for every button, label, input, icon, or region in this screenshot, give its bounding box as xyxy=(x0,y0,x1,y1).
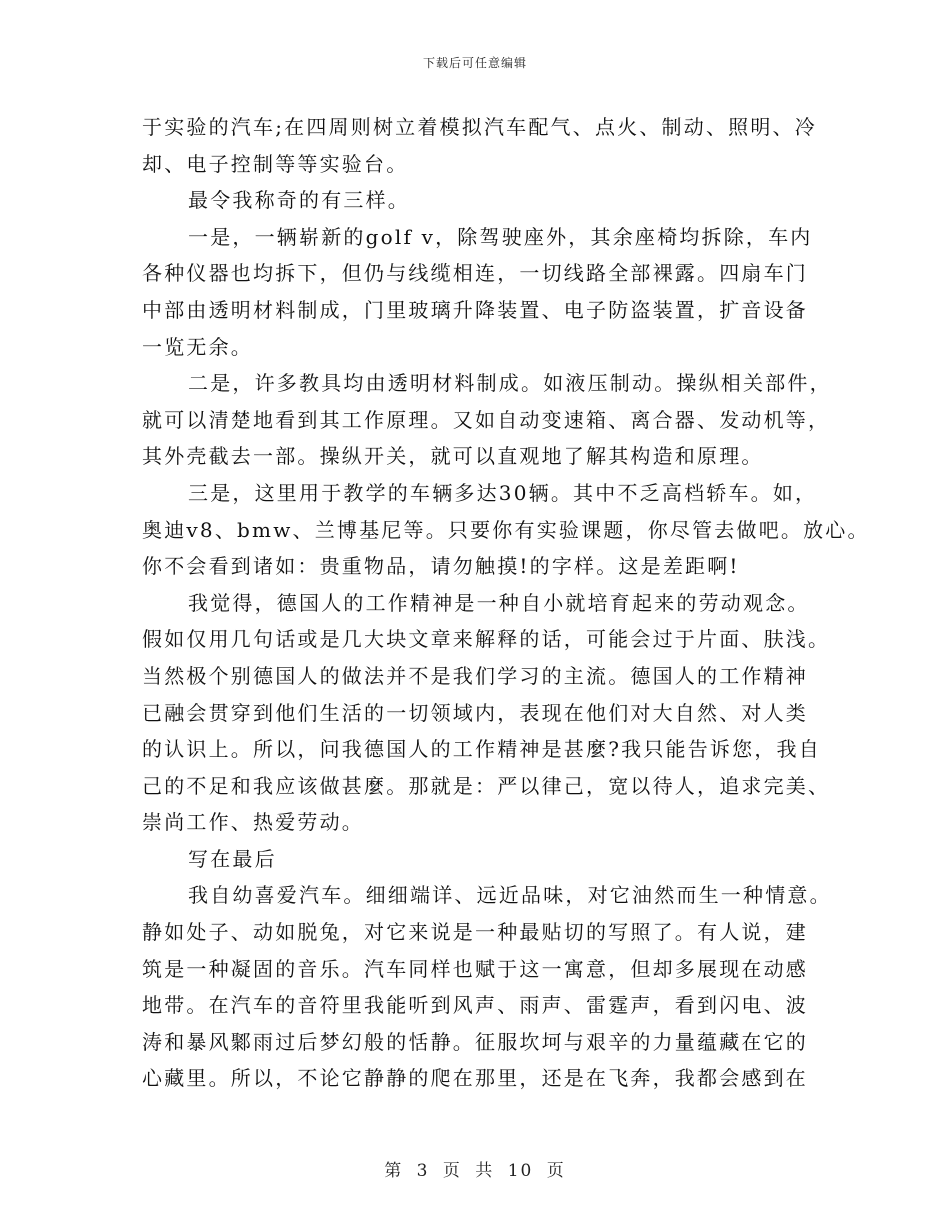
text-line: 奥迪v8、bmw、兰博基尼等。只要你有实验课题，你尽管去做吧。放心。 xyxy=(142,517,870,542)
text-line: 就可以清楚地看到其工作原理。又如自动变速箱、离合器、发动机等， xyxy=(142,407,831,432)
text-line: 于实验的汽车;在四周则树立着模拟汽车配气、点火、制动、照明、冷 xyxy=(142,115,817,139)
text-line: 假如仅用几句话或是几大块文章来解释的话，可能会过于片面、肤浅。 xyxy=(142,627,831,652)
paragraph-line: 最令我称奇的有三样。 xyxy=(188,188,410,213)
document-body xyxy=(142,109,870,1097)
page-number-footer: 第 3 页 共 10 页 xyxy=(384,1161,566,1181)
text-line: 己的不足和我应该做甚麼。那就是：严以律己，宽以待人，追求完美、 xyxy=(142,773,831,798)
paragraph-line: 我自幼喜爱汽车。细细端详、远近品味，对它油然而生一种情意。 xyxy=(188,883,832,908)
section-heading: 写在最后 xyxy=(188,846,277,871)
paragraph-line: 我觉得，德国人的工作精神是一种自小就培育起来的劳动观念。 xyxy=(188,590,810,615)
text-line: 各种仪器也均拆下，但仍与线缆相连，一切线路全部裸露。四扇车门 xyxy=(142,261,808,286)
text-line: 其外壳截去一部。操纵开关，就可以直观地了解其构造和原理。 xyxy=(142,444,764,469)
text-line: 筑是一种凝固的音乐。汽车同样也赋于这一寓意，但却多展现在动感 xyxy=(142,956,808,981)
page-header: 下载后可任意编辑 xyxy=(422,56,527,70)
text-line: 你不会看到诸如：贵重物品，请勿触摸!的字样。这是差距啊! xyxy=(142,554,740,579)
text-line: 却、电子控制等等实验台。 xyxy=(142,151,409,176)
text-line: 当然极个别德国人的做法并不是我们学习的主流。德国人的工作精神 xyxy=(142,663,808,688)
paragraph-line: 二是，许多教具均由透明材料制成。如液压制动。操纵相关部件， xyxy=(188,371,832,396)
paragraph-line: 三是，这里用于教学的车辆多达30辆。其中不乏高档轿车。如， xyxy=(188,480,818,505)
text-line: 静如处子、动如脱兔，对它来说是一种最贴切的写照了。有人说，建 xyxy=(142,920,808,945)
text-line: 崇尚工作、热爱劳动。 xyxy=(142,810,364,835)
text-line: 中部由透明材料制成，门里玻璃升降装置、电子防盗装置，扩音设备 xyxy=(142,297,808,322)
paragraph-line: 一是，一辆崭新的golf v，除驾驶座外，其余座椅均拆除，车内 xyxy=(188,224,813,249)
text-line: 的认识上。所以，问我德国人的工作精神是甚麼?我只能告诉您，我自 xyxy=(142,737,821,762)
text-line: 已融会贯穿到他们生活的一切领域内，表现在他们对大自然、对人类 xyxy=(142,700,808,725)
text-line: 地带。在汽车的音符里我能听到风声、雨声、雷霆声，看到闪电、波 xyxy=(142,993,808,1018)
text-line: 涛和暴风鄹雨过后梦幻般的恬静。征服坎坷与艰辛的力量蕴藏在它的 xyxy=(142,1029,808,1054)
text-line: 心藏里。所以，不论它静静的爬在那里，还是在飞奔，我都会感到在 xyxy=(142,1066,808,1091)
text-line: 一览无余。 xyxy=(142,334,253,359)
